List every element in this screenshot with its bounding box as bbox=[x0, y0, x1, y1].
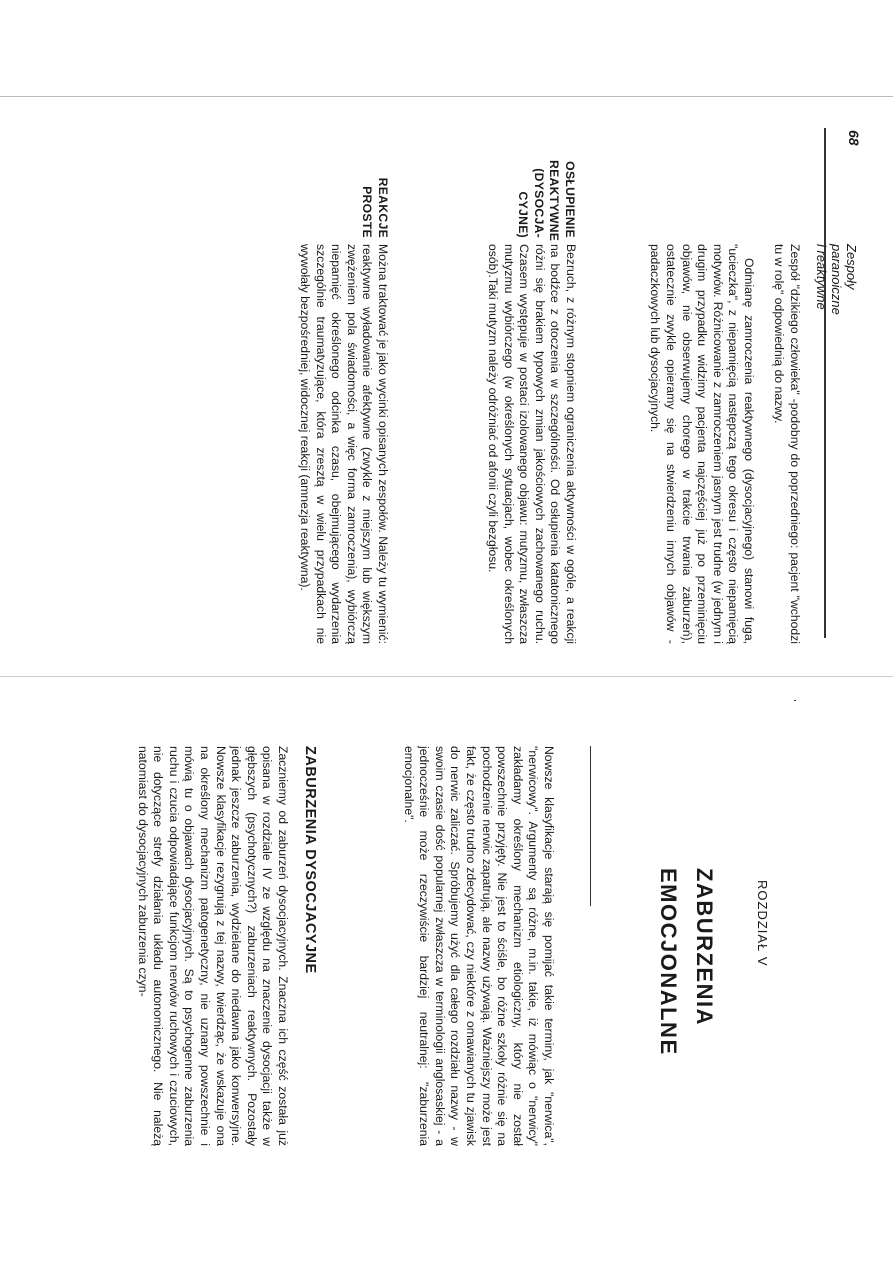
paragraph-simple-text: Można traktować je jako wycinki opisanych zespołów. Należy tu wymienić: reaktywne wyładowanie afektywne (zwykle z miejszym lub większym zwężeniem pola świadomości, a więc forma zamroczenia), wybiórczą niepamięć określonego odcinka czasu, obejmującego wydarzenia szczególnie traumatyzujące, która zresztą w wielu przypadkach nie wywołały bezpośredniej, widocznej reakcji (amnezja reaktywna). bbox=[298, 244, 390, 644]
side-heading-stupor-line: REAKTYWNE bbox=[547, 160, 562, 242]
side-heading-stupor bbox=[515, 160, 577, 242]
paragraph-wild-man-text: Zespół "dzikiego człowieka" -podobny do poprzedniego: pacjent "wchodzi tu w rolę" odpowiednią do nazwy. bbox=[772, 244, 802, 644]
paragraph-dissociative-text: Zaczniemy od zaburzeń dysocjacyjnych. Znaczna ich część została już opisana w rozdziale IV ze względu na znaczenie dysocjacji także w głębszych (psychotycznych?) zaburzeniach reaktywnych. Pozostały jednak jeszcze zaburzenia, wydzielane do niedawna jako konwersyjne. Nowsze klasyfikacje rezygnują z tej nazwy, twierdząc, że wskazuje ona na określony mechanizm patogenetyczny, nie uznany powszechnie i mówią tu o objawach dysocjacyjnych. Są to psychogenne zaburzenia ruchu i czucia odpowiadające funkcjom nerwów ruchowych i czuciowych, nie dotyczące strefy działania układu autonomicznego. Nie należą natomiast do dysocjacyjnych zaburzenia czyn- bbox=[135, 746, 290, 1146]
side-heading-simple-reactions bbox=[359, 160, 390, 238]
paragraph-stupor bbox=[484, 244, 578, 644]
paragraph-dissociative bbox=[134, 746, 290, 1146]
page-number: 68 bbox=[846, 130, 862, 146]
side-heading-stupor-line: CYJNE) bbox=[516, 191, 531, 238]
chapter-title bbox=[650, 868, 722, 1188]
paragraph-fugue bbox=[647, 244, 756, 644]
running-title: Zespoły paranoiczne i reaktywne bbox=[814, 244, 859, 315]
chapter-title-line: EMOCJONALNE bbox=[656, 868, 681, 1056]
side-heading-simple-line: REAKCJE bbox=[376, 177, 390, 238]
side-heading-stupor-line: (DYSOCJA- bbox=[531, 168, 546, 238]
side-heading-stupor-line: OSŁUPIENIE bbox=[563, 161, 577, 238]
section-heading: ZABURZENIA DYSOCJACYJNE bbox=[302, 746, 318, 974]
chapter-rule bbox=[794, 700, 796, 701]
paragraph-nomenclature bbox=[400, 746, 556, 1146]
chapter-title-line: ZABURZENIA bbox=[692, 868, 717, 1026]
chapter-title-rule bbox=[590, 746, 591, 906]
paragraph-fugue-text: Odmianę zamroczenia reaktywnego (dysocjacyjnego) stanowi fuga, "ucieczka", z niepamięcią następczą tego okresu i często niepamięcią motywów. Różnicowanie z zamroczeniem jasnym jest trudne (w jednym i drugim przypadku widzimy pacjenta najczęściej już po przeminięciu objawów, nie obserwujemy chorego w trakcie trwania zaburzeń), ostatecznie zwykle opieramy się na stwierdzeniu innych objawów - padaczkowych lub dysocjacyjnych. bbox=[648, 244, 756, 644]
scan-edge-line bbox=[0, 96, 893, 97]
chapter-label: ROZDZIAŁ V bbox=[755, 880, 770, 967]
paragraph-simple-reactions bbox=[296, 244, 390, 644]
paragraph-wild-man bbox=[771, 244, 802, 644]
scan-fold-line bbox=[0, 676, 893, 677]
paragraph-nomenclature-text: Nowsze klasyfikacje starają się pomijać takie terminy, jak "nerwica", "nerwicowy". Argumenty są różne, m.in. takie, iż mówiąc o "nerwicy" zakładamy określony mechanizm etiologiczny, który nie został powszechnie przyjęty. Nie jest to ściśle, bo różne szkoły różnie się na pochodzenie nerwic zapatrują, ale nazwy używają. Ważniejszy może jest fakt, że często trudno zdecydować, czy niektóre z omawianych tu zjawisk do nerwic zaliczać. Spróbujemy użyć dla całego rozdziału nazwy - w swoim czasie dość popularnej zwłaszcza w terminologii anglosaskiej - a jednocześnie może rzeczywiście bardziej neutralnej: "zaburzenia emocjonalne". bbox=[401, 746, 556, 1146]
paragraph-stupor-text: Bezruch, z różnym stopniem ograniczenia aktywności w ogóle, a reakcji na bodźce z otoczenia w szczególności. Od osłupienia katatonicznego różni się brakiem typowych zmian jakościowych zachowanego ruchu. Czasem występuje w postaci izolowanego objawu: mutyzmu, zwłaszcza mutyzmu wybiórczego (w określonych sytuacjach, wobec określonych osób).Taki mutyzm należy odróżniać od afonii czyli bezgłosu. bbox=[486, 244, 578, 644]
side-heading-simple-line: PROSTE bbox=[360, 186, 375, 238]
header-rule bbox=[824, 128, 826, 638]
